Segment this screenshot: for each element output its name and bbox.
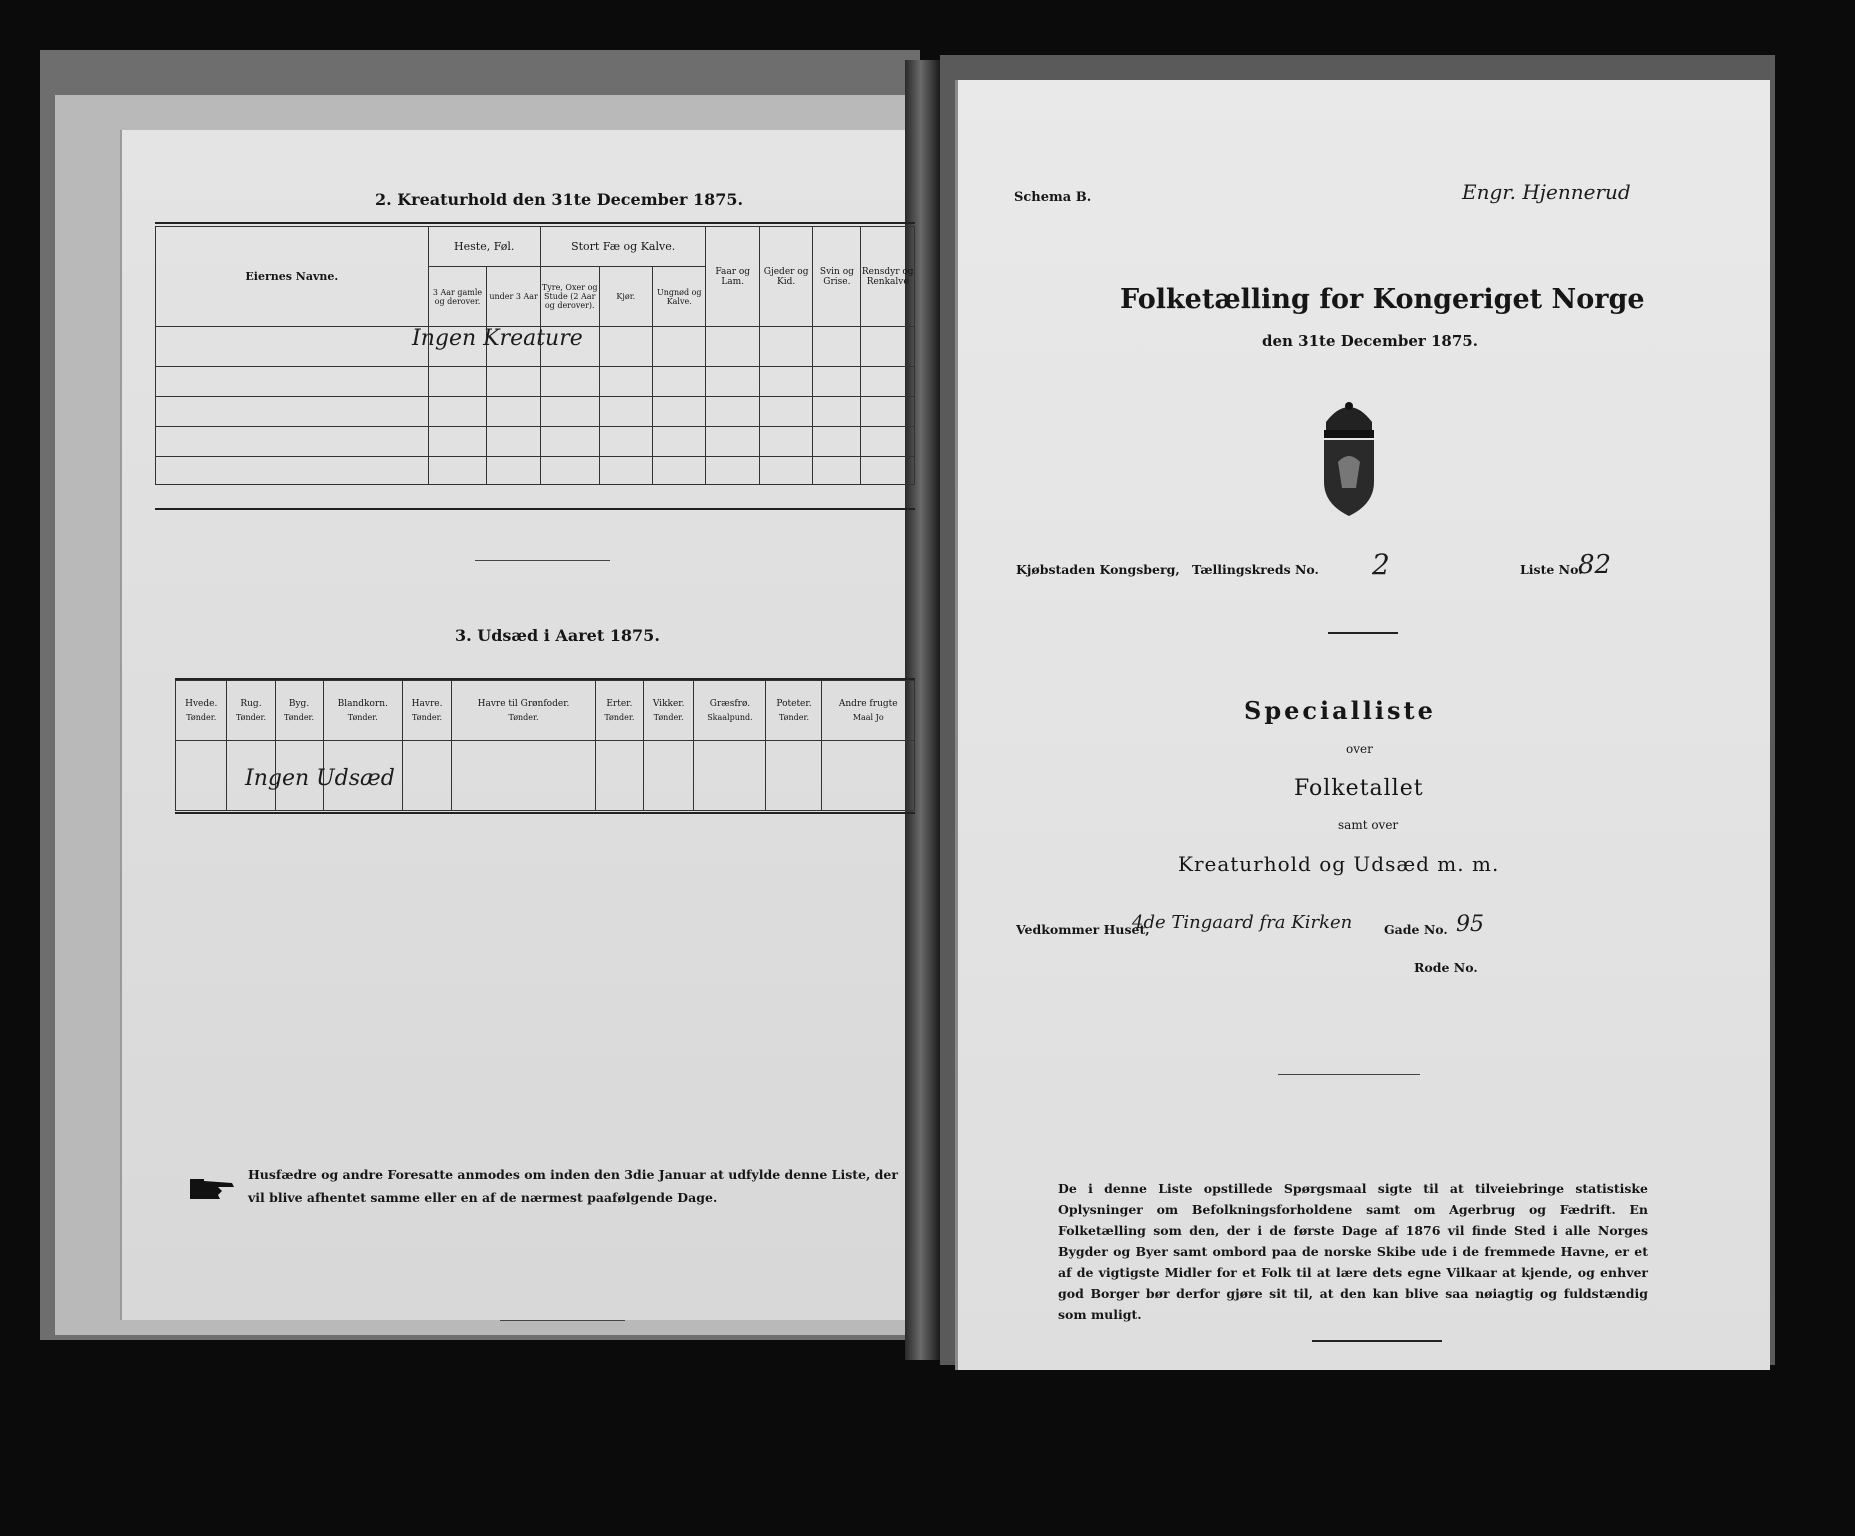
vedkommer-label: Vedkommer Huset, <box>1016 922 1150 937</box>
section3-bottom-rule <box>175 812 915 814</box>
heste-sub-0: 3 Aar gamle og derover. <box>428 267 487 327</box>
svin-header: Svin og Grise. <box>813 227 861 327</box>
owner-header: Eiernes Navne. <box>156 227 429 327</box>
pointing-hand-icon <box>188 1175 238 1203</box>
sowing-col-unit: Tønder. <box>284 713 315 722</box>
sowing-cell <box>643 741 694 811</box>
sowing-col-unit: Maal Jo <box>852 713 884 722</box>
coat-of-arms-icon <box>1318 392 1380 517</box>
livestock-table <box>155 226 915 485</box>
section2-bottom-rule <box>155 508 915 510</box>
separator <box>1328 632 1398 634</box>
kreaturhold-title: Kreaturhold og Udsæd m. m. <box>1178 852 1500 876</box>
schema-label: Schema B. <box>1014 190 1092 205</box>
sowing-cell <box>822 741 915 811</box>
sowing-col-name: Vikker. <box>652 699 685 709</box>
rode-label: Rode No. <box>1414 960 1478 975</box>
sowing-col-unit: Tønder. <box>778 713 809 722</box>
sowing-col-header <box>694 681 766 741</box>
date-line: den 31te December 1875. <box>1262 332 1478 350</box>
sowing-col-name: Hvede. <box>185 699 218 709</box>
main-title: Folketælling for Kongeriget Norge <box>1120 284 1645 315</box>
sowing-col-name: Erter. <box>606 699 633 709</box>
sowing-col-unit: Tønder. <box>347 713 378 722</box>
separator <box>1312 1340 1442 1342</box>
specialliste: Specialliste <box>1244 696 1436 725</box>
liste-label: Liste No. <box>1520 562 1583 577</box>
sowing-col-header <box>227 681 275 741</box>
sowing-col-header <box>275 681 323 741</box>
folketallet: Folketallet <box>1294 776 1424 801</box>
sowing-col-name: Havre. <box>411 699 443 709</box>
right-page <box>955 80 1770 1370</box>
sowing-col-unit: Tønder. <box>508 713 539 722</box>
livestock-handwriting: Ingen Kreature <box>412 326 583 351</box>
sowing-col-unit: Tønder. <box>604 713 635 722</box>
storfe-header: Stort Fæ og Kalve. <box>540 227 706 267</box>
gade-label: Gade No. <box>1384 922 1448 937</box>
rensdyr-header: Rensdyr og Renkalve <box>861 227 915 327</box>
sowing-col-unit: Tønder. <box>186 713 217 722</box>
sowing-col-name: Blandkorn. <box>337 699 388 709</box>
over-text: over <box>1346 742 1373 756</box>
notice-text: Husfædre og andre Foresatte anmodes om inden den 3die Januar at udfylde denne Liste, der vil blive afhentet samme eller en af de nærmest paafølgende Dage. <box>248 1167 898 1205</box>
sowing-col-name: Byg. <box>288 699 310 709</box>
table-row <box>156 427 915 457</box>
sowing-col-header <box>176 681 227 741</box>
kreds-label: Tællingskreds No. <box>1192 562 1319 577</box>
sowing-col-unit: Tønder. <box>235 713 266 722</box>
section2-top-rule <box>155 222 915 224</box>
sowing-cell <box>766 741 822 811</box>
sowing-col-name: Rug. <box>240 699 262 709</box>
sowing-col-header <box>323 681 402 741</box>
sowing-col-header <box>822 681 915 741</box>
sowing-cell <box>176 741 227 811</box>
sowing-col-unit: Tønder. <box>412 713 443 722</box>
footer-text: De i denne Liste opstillede Spørgsmaal sigte til at tilveiebringe statistiske Oplysninger om Befolkningsforholdene samt om Agerbrug og Fædrift. En Folketælling som den, der i de første Dage af 1876 vil finde Sted i alle Norges Bygder og Byer samt ombord paa de norske Skibe ude i de fremmede Havne, er et af de vigtigste Midler for et Folk til at lære dets egne Vilkaar at kjende, og enhver god Borger bør derfor gjøre sit til, at den kan blive saa nøiagtig og fuldstændig som muligt. <box>1058 1181 1648 1322</box>
liste-value: 82 <box>1578 550 1612 580</box>
sowing-col-name: Havre til Grønfoder. <box>477 699 570 709</box>
sowing-col-name: Poteter. <box>776 699 812 709</box>
sowing-col-header <box>643 681 694 741</box>
sowing-col-name: Græsfrø. <box>709 699 751 709</box>
section2-title: 2. Kreaturhold den 31te December 1875. <box>375 190 744 209</box>
separator <box>475 560 610 561</box>
storfe-sub-0: Tyre, Oxer og Stude (2 Aar og derover). <box>540 267 599 327</box>
sowing-col-header <box>766 681 822 741</box>
sowing-col-unit: Tønder. <box>653 713 684 722</box>
table-row <box>156 457 915 485</box>
table-row <box>156 367 915 397</box>
sowing-table <box>175 680 915 811</box>
corner-handwriting: Engr. Hjennerud <box>1462 180 1631 204</box>
faar-header: Faar og Lam. <box>706 227 759 327</box>
sowing-col-header <box>452 681 596 741</box>
sowing-cell <box>402 741 451 811</box>
section3-title: 3. Udsæd i Aaret 1875. <box>455 626 660 645</box>
gjeder-header: Gjeder og Kid. <box>759 227 812 327</box>
kreds-value: 2 <box>1372 548 1390 581</box>
table-row <box>156 397 915 427</box>
place-prefix: Kjøbstaden Kongsberg, <box>1016 562 1180 577</box>
sowing-handwriting: Ingen Udsæd <box>245 766 395 791</box>
sowing-col-header <box>595 681 643 741</box>
gade-value: 95 <box>1456 912 1484 937</box>
vedkommer-handwriting: 4de Tingaard fra Kirken <box>1132 912 1353 933</box>
heste-sub-1: under 3 Aar <box>487 267 540 327</box>
storfe-sub-1: Kjør. <box>599 267 652 327</box>
sowing-col-unit: Skaalpund. <box>707 713 753 722</box>
sowing-cell <box>452 741 596 811</box>
separator <box>1278 1074 1420 1075</box>
sowing-cell <box>595 741 643 811</box>
separator <box>500 1320 625 1321</box>
sowing-col-header <box>402 681 451 741</box>
sowing-cell <box>694 741 766 811</box>
samt-over-text: samt over <box>1338 818 1399 832</box>
storfe-sub-2: Ungnød og Kalve. <box>653 267 706 327</box>
heste-header: Heste, Føl. <box>428 227 540 267</box>
sowing-col-name: Andre frugte <box>838 699 898 709</box>
